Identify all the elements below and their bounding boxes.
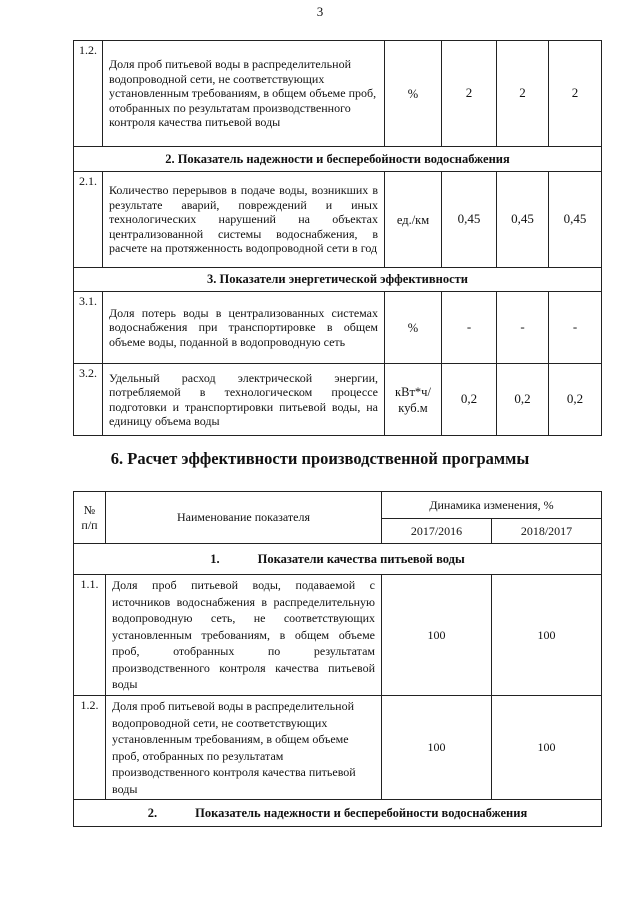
table-row xyxy=(74,364,602,436)
row-number: 3.2. xyxy=(74,364,103,436)
value-cell: 0,45 xyxy=(442,172,497,268)
table-row xyxy=(74,696,602,800)
page-number: 3 xyxy=(316,4,324,19)
indicators-table xyxy=(73,40,602,436)
header-name: Наименование показателя xyxy=(106,492,382,544)
section-title: 6. Расчет эффективности производственной программы xyxy=(110,449,530,468)
section-heading: 2. Показатель надежности и бесперебойности водоснабжения xyxy=(74,147,602,172)
section-row xyxy=(74,147,602,172)
unit: % xyxy=(385,41,442,147)
header-dynamics: Динамика изменения, % xyxy=(382,492,602,519)
value-cell: 100 xyxy=(382,696,492,800)
section-heading: 3. Показатели энергетической эффективности xyxy=(74,268,602,292)
indicator-description: Доля потерь воды в централизованных системах водоснабжения при транспортировке в общем объеме воды, поданной в водопроводную сеть xyxy=(103,292,385,364)
section-heading xyxy=(74,800,602,827)
value-cell: 2 xyxy=(442,41,497,147)
header-year-2: 2018/2017 xyxy=(492,519,602,544)
section-number: 1. xyxy=(210,551,220,566)
value-cell: 0,45 xyxy=(497,172,549,268)
value-cell: 100 xyxy=(382,575,492,696)
unit: кВт*ч/ куб.м xyxy=(385,364,442,436)
table-row xyxy=(74,292,602,364)
row-number: 2.1. xyxy=(74,172,103,268)
value-cell: 0,45 xyxy=(549,172,602,268)
section-row xyxy=(74,800,602,827)
unit: ед./км xyxy=(385,172,442,268)
indicator-description: Удельный расход электрической энергии, потребляемой в технологическом процессе подготовки и транспортировки питьевой воды, на единицу объема воды xyxy=(103,364,385,436)
value-cell: - xyxy=(442,292,497,364)
table-row xyxy=(74,172,602,268)
indicator-description: Количество перерывов в подаче воды, возникших в результате аварий, повреждений и иных технологических нарушений на объектах централизованной системы водоснабжения, в расчете на протяженность водопроводной сети в год xyxy=(103,172,385,268)
header-row xyxy=(74,492,602,519)
row-number: 3.1. xyxy=(74,292,103,364)
row-number: 1.2. xyxy=(74,41,103,147)
section-text: Показатели качества питьевой воды xyxy=(257,551,465,566)
value-cell: 2 xyxy=(549,41,602,147)
indicator-description: Доля проб питьевой воды, подаваемой с источников водоснабжения в распределительную водопроводную сеть, не соответствующих установленным требованиям, в общем объеме проб, отобранных по результатам производственного контроля качества питьевой воды xyxy=(106,575,382,696)
section-row xyxy=(74,544,602,575)
value-cell: 0,2 xyxy=(549,364,602,436)
section-row xyxy=(74,268,602,292)
value-cell: - xyxy=(549,292,602,364)
section-text: Показатель надежности и бесперебойности водоснабжения xyxy=(195,805,528,820)
value-cell: 100 xyxy=(492,696,602,800)
header-year-1: 2017/2016 xyxy=(382,519,492,544)
value-cell: - xyxy=(497,292,549,364)
indicator-description: Доля проб питьевой воды в распределительной водопроводной сети, не соответствующих установленным требованиям, в общем объеме проб, отобранных по результатам производственного контроля качества питьевой воды xyxy=(103,41,385,147)
value-cell: 0,2 xyxy=(497,364,549,436)
table-row xyxy=(74,41,602,147)
section-number: 2. xyxy=(147,805,158,820)
header-number: № п/п xyxy=(74,492,106,544)
indicator-description: Доля проб питьевой воды в распределительной водопроводной сети, не соответствующих установленным требованиям, в общем объеме проб, отобранных по результатам производственного контроля качества питьевой воды xyxy=(106,696,382,800)
row-number: 1.2. xyxy=(74,696,106,800)
value-cell: 2 xyxy=(497,41,549,147)
section-heading xyxy=(74,544,602,575)
efficiency-table xyxy=(73,491,602,827)
unit: % xyxy=(385,292,442,364)
value-cell: 0,2 xyxy=(442,364,497,436)
row-number: 1.1. xyxy=(74,575,106,696)
table-row xyxy=(74,575,602,696)
value-cell: 100 xyxy=(492,575,602,696)
